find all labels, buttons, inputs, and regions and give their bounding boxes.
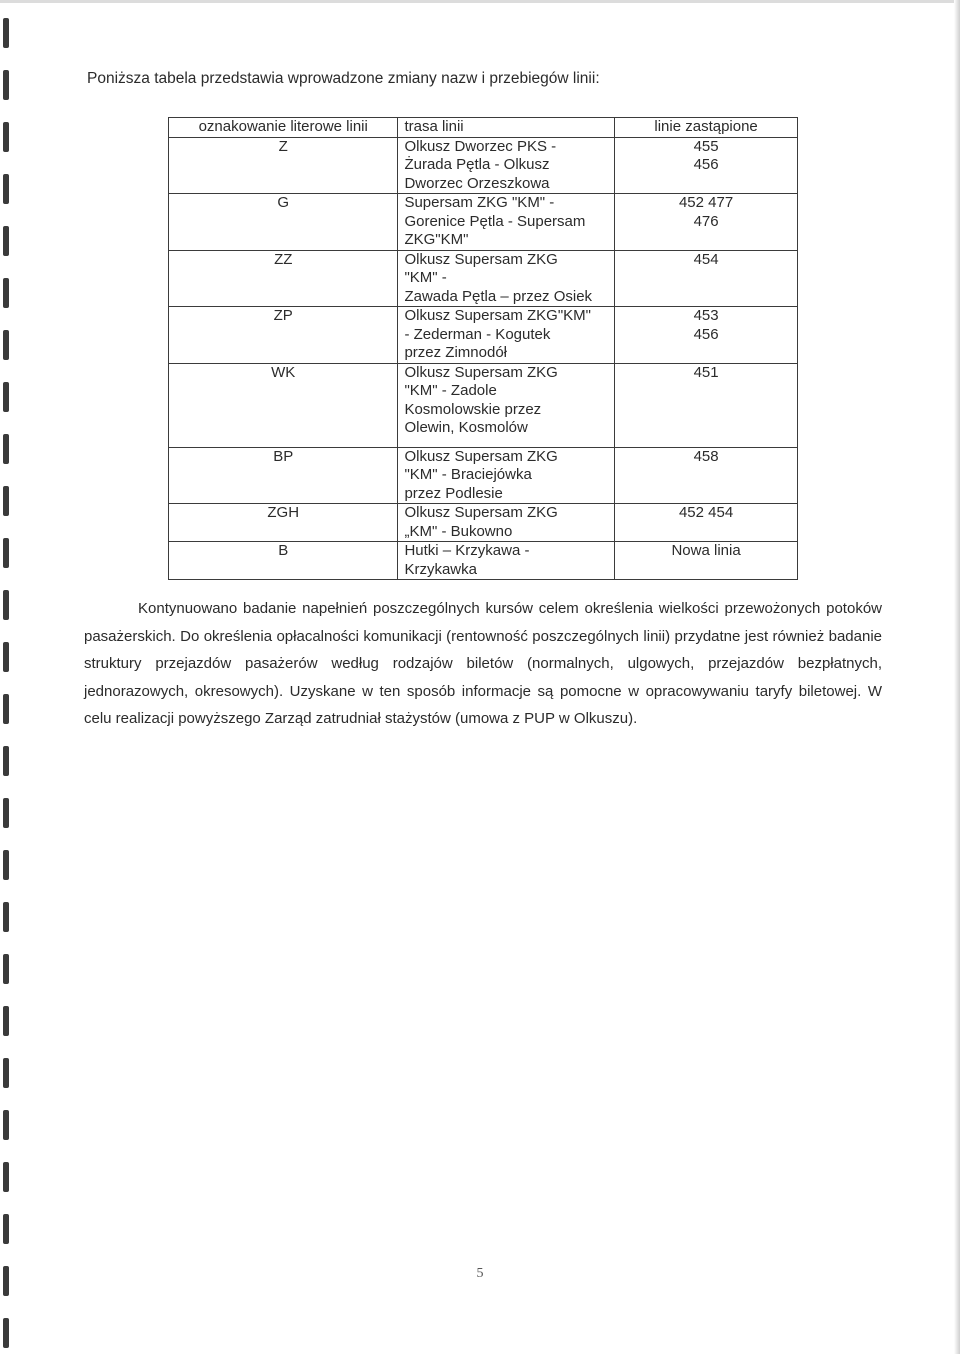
binder-hole (3, 954, 9, 984)
route-line: Olkusz Supersam ZKG (404, 363, 558, 381)
route-line: Supersam ZKG "KM" - (404, 194, 555, 211)
table-row (169, 447, 798, 504)
binder-hole (3, 850, 9, 880)
replaced-lines-cell (615, 307, 798, 364)
binder-hole (3, 278, 9, 308)
line-code-cell: BP (169, 447, 398, 504)
replaced-line-value: 452 477 (678, 194, 734, 211)
route-line: Hutki – Krzykawa - (404, 542, 530, 559)
binder-hole (3, 1110, 9, 1140)
route-line: Krzykawka (404, 560, 477, 578)
routes-table (168, 117, 798, 580)
route-line: Kosmolowskie przez (404, 400, 542, 418)
route-cell (398, 504, 615, 542)
replaced-line-value: 456 (693, 325, 719, 343)
replaced-lines-cell (615, 504, 798, 542)
route-line: - Zederman - Kogutek (404, 325, 551, 343)
binder-hole (3, 70, 9, 100)
binder-hole (3, 1214, 9, 1244)
line-code-cell: WK (169, 363, 398, 447)
binder-hole (3, 1058, 9, 1088)
replaced-line-value: 452 454 (678, 504, 734, 521)
route-cell (398, 250, 615, 307)
route-line: "KM" - Zadole (404, 382, 497, 399)
replaced-line-value: 456 (693, 156, 719, 173)
replaced-lines-cell (615, 137, 798, 194)
table-row (169, 542, 798, 580)
line-code-cell: ZGH (169, 504, 398, 542)
route-cell (398, 447, 615, 504)
binder-hole (3, 902, 9, 932)
table-row (169, 194, 798, 251)
line-code-cell: B (169, 542, 398, 580)
table-row (169, 504, 798, 542)
route-line: przez Zimnodół (404, 344, 507, 361)
route-line: Olewin, Kosmolów (404, 419, 528, 436)
route-line: "KM" - (404, 269, 447, 286)
binder-hole (3, 642, 9, 672)
header-route: trasa linii (398, 118, 615, 138)
route-line: Gorenice Pętla - Supersam (404, 212, 586, 230)
route-line: Olkusz Supersam ZKG"KM" (404, 307, 591, 324)
replaced-line-value: 476 (693, 212, 719, 230)
binder-hole (3, 226, 9, 256)
header-replaced-lines: linie zastąpione (615, 118, 798, 138)
replaced-line-value: 453 (693, 307, 719, 324)
binder-holes (0, 0, 12, 1354)
route-line: Dworzec Orzeszkowa (404, 174, 550, 192)
line-code-cell: ZP (169, 307, 398, 364)
route-cell (398, 542, 615, 580)
page-number: 5 (476, 1266, 484, 1281)
line-code-cell: ZZ (169, 250, 398, 307)
binder-hole (3, 590, 9, 620)
body-paragraph: Kontynuowano badanie napełnień poszczególnych kursów celem określenia wielkości przewożonych potoków pasażerskich. Do określenia opłacalności komunikacji (rentowność poszczególnych linii) przydatne jest również badanie struktury przejazdów pasażerów według rodzajów biletów (normalnych, ulgowych, przejazdów bezpłatnych, jednorazowych, okresowych). Uzyskane w ten sposób informacje są pomocne w opracowywaniu taryfy biletowej. W celu realizacji powyższego Zarząd zatrudniał stażystów (umowa z PUP w Olkuszu). (84, 600, 882, 727)
table-row (169, 250, 798, 307)
route-cell (398, 137, 615, 194)
replaced-lines-cell (615, 250, 798, 307)
route-cell (398, 307, 615, 364)
replaced-lines-cell (615, 363, 798, 447)
binder-hole (3, 486, 9, 516)
route-line: „KM" - Bukowno (404, 522, 513, 540)
table-row (169, 307, 798, 364)
binder-hole (3, 1006, 9, 1036)
page-top-edge (0, 0, 960, 3)
route-line: Olkusz Supersam ZKG (404, 447, 558, 465)
replaced-line-value: 454 (693, 250, 719, 268)
binder-hole (3, 538, 9, 568)
table-header-row (169, 118, 798, 138)
route-line: "KM" - Braciejówka (404, 466, 532, 483)
binder-hole (3, 382, 9, 412)
replaced-lines-cell (615, 194, 798, 251)
route-cell (398, 363, 615, 447)
table-row (169, 137, 798, 194)
route-line: Olkusz Supersam ZKG (404, 504, 558, 521)
route-line: ZKG"KM" (404, 231, 469, 248)
binder-hole (3, 798, 9, 828)
table-row (169, 363, 798, 447)
line-code-cell: G (169, 194, 398, 251)
binder-hole (3, 122, 9, 152)
binder-hole (3, 746, 9, 776)
route-line: Zawada Pętla – przez Osiek (404, 287, 593, 305)
route-line: Żurada Pętla - Olkusz (404, 156, 550, 173)
route-line: Olkusz Dworzec PKS - (404, 137, 557, 155)
binder-hole (3, 694, 9, 724)
replaced-line-value: 455 (693, 137, 719, 155)
binder-hole (3, 330, 9, 360)
page-right-edge (954, 0, 960, 1354)
binder-hole (3, 18, 9, 48)
binder-hole (3, 174, 9, 204)
header-line-code: oznakowanie literowe linii (169, 118, 398, 138)
binder-hole (3, 1162, 9, 1192)
replaced-line-value: 451 (693, 363, 719, 381)
replaced-lines-cell (615, 447, 798, 504)
binder-hole (3, 434, 9, 464)
route-line: Olkusz Supersam ZKG (404, 250, 558, 268)
replaced-lines-cell (615, 542, 798, 580)
binder-hole (3, 1318, 9, 1348)
replaced-line-value: Nowa linia (671, 542, 741, 559)
replaced-line-value: 458 (693, 447, 719, 465)
line-code-cell: Z (169, 137, 398, 194)
route-cell (398, 194, 615, 251)
intro-text: Poniższa tabela przedstawia wprowadzone zmiany nazw i przebiegów linii: (87, 70, 600, 87)
route-line: przez Podlesie (404, 484, 503, 502)
